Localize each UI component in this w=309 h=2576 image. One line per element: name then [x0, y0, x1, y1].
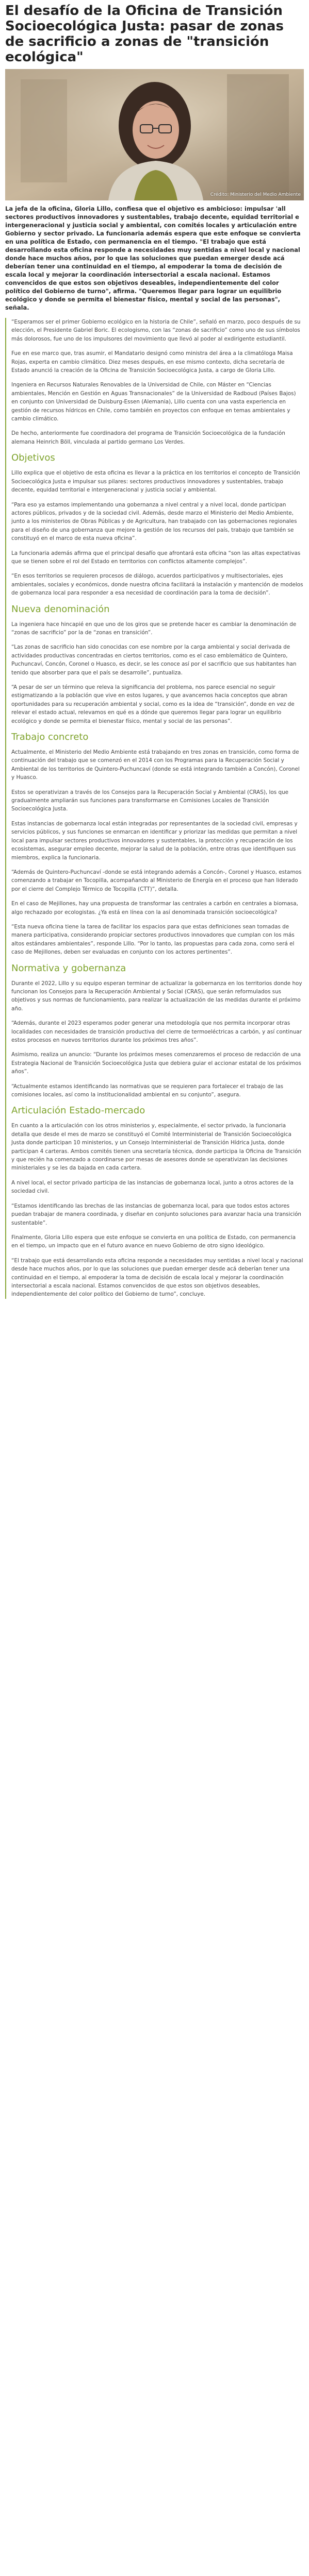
body-paragraph: En cuanto a la articulación con los otros ministerios y, especialmente, el sector privado, la funcionaria detalla que desde el mes de marzo se constituyó el Comité Interministerial de Transición Socioecológica Justa donde participan 10 ministerios, y un Consejo Interministerial de Transición Hídrica Justa, donde participan 4 carteras. Ambos comités tienen una secretaría técnica, donde participa la Oficina de Transición y que recién ha comenzado a coordinarse por mesas de asesores donde se operativizan las decisiones ministeriales y se les da bajada en cada cartera.: [11, 1123, 302, 1172]
body-paragraph: “El trabajo que está desarrollando esta oficina responde a necesidades muy sentidas a nivel local y nacional desde hace muchos años, por lo que las soluciones que puedan emerger desde acá deberían tener una continuidad en el tiempo, al empoderar la toma de decisión de escala local y mejorar la coordinación intersectorial a escala nacional. Estamos convencidos de que estos son objetivos deseables, independientemente del color político del Gobierno de turno”, concluye.: [11, 1257, 303, 1298]
article-body: [5, 318, 304, 1299]
section-heading: Trabajo concreto: [11, 732, 89, 743]
body-paragraph: “A pesar de ser un término que releva la significancia del problema, nos parece esencial no seguir estigmatizando a la población que vive en estos lugares, y que avancemos hacia conceptos que abran oportunidades para su recuperación ambiental y social, como es la idea de “transición”, donde en vez de relevar el estado actual, relevamos en qué es a dónde que queremos llegar para lograr un equilibrio ecológico y donde se permita el bienestar físico, mental y social de las personas”.: [11, 684, 295, 724]
portrait-image: [5, 69, 304, 200]
article-headline: El desafío de la Oficina de Transición Socioecológica Justa: pasar de zonas de sacrificio a zonas de "transición ecológica": [5, 3, 284, 65]
photo-credit: Crédito: Ministerio del Medio Ambiente: [210, 192, 301, 197]
body-paragraph: Fue en ese marco que, tras asumir, el Mandatario designó como ministra del área a la climatóloga Maisa Rojas, experta en cambio climático. Diez meses después, en ese mismo contexto, dicha secretaría de Estado anunció la creación de la Oficina de Transición Socioecológica Justa, a cargo de Gloria Lillo.: [11, 350, 293, 374]
section-heading: Normativa y gobernanza: [11, 962, 126, 974]
body-paragraph: “Esta nueva oficina tiene la tarea de facilitar los espacios para que estas definiciones sean tomadas de manera participativa, considerando propiciar sectores productivos innovadores que cumplan con los más altos estándares ambientales”, responde Lillo. “Por lo tanto, las propuestas para cada zona, como será el caso de Mejillones, deben ser evaluadas en conjunto con los actores pertinentes”.: [11, 923, 295, 956]
body-paragraph: De hecho, anteriormente fue coordinadora del programa de Transición Socioecológica de la fundación alemana Heinrich Böll, vinculada al partido germano Los Verdes.: [11, 430, 285, 445]
body-paragraph: “Estamos identificando las brechas de las instancias de gobernanza local, para que todos estos actores puedan trabajar de manera coordinada, y diseñar en conjunto soluciones para avanzar hacia una transición sustentable”.: [11, 1202, 302, 1226]
section-heading: Objetivos: [11, 452, 55, 464]
body-paragraph: La ingeniera hace hincapié en que uno de los giros que se pretende hacer es cambiar la denominación de “zonas de sacrificio” por la de “zonas en transición”.: [11, 621, 297, 636]
body-paragraph: La funcionaria además afirma que el principal desafío que afrontará esta oficina “son las altas expectativas que se tienen sobre el rol del Estado en territorios con conflictos altamente complejos”.: [11, 550, 301, 565]
body-paragraph: Estos se operativizan a través de los Consejos para la Recuperación Social y Ambiental (CRAS), los que gradualmente ampliarán sus funciones para transformarse en Comisiones Locales de Transición Socioecológica Justa.: [11, 789, 289, 812]
body-paragraph: Durante el 2022, Lillo y su equipo esperan terminar de actualizar la gobernanza en los territorios donde hoy funcionan los Consejos para la Recuperación Ambiental y Social (CRAS), que serán reformulados sus objetivos y sus normas de funcionamiento, para realizar la actualización de las medidas durante el próximo año.: [11, 980, 302, 1012]
body-paragraph: Finalmente, Gloria Lillo espera que este enfoque se convierta en una política de Estado, con permanencia en el tiempo, un impacto que en el futuro avance en nuevo Gobierno de otro signo ideológico.: [11, 1234, 296, 1249]
body-paragraph: Lillo explica que el objetivo de esta oficina es llevar a la práctica en los territorios el concepto de Transición Socioecológica Justa e impulsar sus pilares: sectores productivos innovadores y sustentables, trabajo decente, equidad territorial e intergeneracional y justicia social y ambiental.: [11, 470, 300, 494]
body-paragraph: “Además de Quintero-Puchuncaví -donde se está integrando además a Concón-, Coronel y Huasco, estamos comenzando a trabajar en Tocopilla, acompañando al Ministerio de Energía en el proceso que han liderado por el cierre del Complejo Térmico de Tocopilla (CTT)”, detalla.: [11, 869, 302, 892]
body-paragraph: “Para eso ya estamos implementando una gobernanza a nivel central y a nivel local, donde participan actores públicos, privados y de la sociedad civil. Además, desde marzo el Ministerio del Medio Ambiente, junto a los ministerios de Obras Públicas y de Agricultura, han trabajado con las gobernaciones regionales para el diseño de una gobernanza que mejore la gestión de los recursos del país, trabajo que también se constituyó en el marco de esta nueva oficina”.: [11, 501, 297, 542]
body-paragraph: “Esperamos ser el primer Gobierno ecológico en la historia de Chile”, señaló en marzo, poco después de su elección, el Presidente Gabriel Boric. El ecologismo, con las “zonas de sacrificio” como uno de sus símbolos más dolorosos, fue uno de los impulsores del movimiento que llevó al poder al exdirigente estudiantil.: [11, 319, 301, 342]
body-paragraph: Actualmente, el Ministerio del Medio Ambiente está trabajando en tres zonas en transición, como forma de continuación del trabajo que se comenzó en el 2014 con los Programas para la Recuperación Social y Ambiental de los territorios de Quintero-Puchuncaví (donde se está integrando también a Concón), Coronel y Huasco.: [11, 749, 300, 781]
body-paragraph: Estas instancias de gobernanza local están integradas por representantes de la sociedad civil, empresas y servicios públicos, y sus funciones se enmarcan en identificar y priorizar las medidas que permitan a nivel local para impulsar sectores productivos innovadores y sustentables, la protección y recuperación de los ecosistemas, asegurar empleo decente, mejorar la salud de la población, entre otras que identifiquen sus miembros, explica la funcionaria.: [11, 820, 298, 861]
article-lead: La jefa de la oficina, Gloria Lillo, confiesa que el objetivo es ambicioso: impulsar 'all sectores productivos innovadores y sustentables, trabajo decente, equidad territorial e intergeneracional y justicia social y ambiental, con comités locales y articulación entre Gobierno y sector privado. La funcionaria además espera que este enfoque se convierta en una política de Estado, con permanencia en el tiempo. "El trabajo que está desarrollando esta oficina responde a necesidades muy sentidas a nivel local y nacional donde hace muchos años, por lo que las soluciones que puedan emerger desde acá deberían tener una continuidad en el tiempo, al empoderar la toma de decisión de escala local y mejorar la coordinación intersectorial a escala nacional. Estamos convencidos de que estos son objetivos deseables, independientemente del color político del Gobierno de turno", afirma. "Queremos llegar para lograr un equilibrio ecológico y donde se permita el bienestar físico, mental y social de las personas", señala.: [5, 205, 301, 311]
body-paragraph: “En esos territorios se requieren procesos de diálogo, acuerdos participativos y multisectoriales, ejes ambientales, sociales y económicos, donde nuestra oficina facilitará la instalación y mantención de modelos de gobernanza local para responder a esa necesidad de coordinación para la toma de decisión”.: [11, 573, 303, 597]
section-heading: Nueva denominación: [11, 603, 110, 615]
article-photo: [5, 69, 304, 200]
section-heading: Articulación Estado-mercado: [11, 1105, 145, 1116]
body-paragraph: “Las zonas de sacrificio han sido conocidas con ese nombre por la carga ambiental y social derivada de actividades productivas concentradas en ciertos territorios, como es el caso emblemático de Quintero, Puchuncaví, Concón, Coronel o Huasco, es decir, se les conoce así por el sacrificio que sus habitantes han tenido que absorber para que el país se desarrolle”, puntualiza.: [11, 644, 297, 676]
body-paragraph: “Además, durante el 2023 esperamos poder generar una metodología que nos permita incorporar otras localidades con necesidades de transición productiva del cierre de termoeléctricas a carbón, y así continuar estos procesos en nuevos territorios durante los próximos tres años”.: [11, 1020, 302, 1043]
body-paragraph: “Actualmente estamos identificando las normativas que se requieren para fortalecer el trabajo de las comisiones locales, así como la institucionalidad ambiental en su conjunto”, asegura.: [11, 1083, 284, 1098]
body-paragraph: A nivel local, el sector privado participa de las instancias de gobernanza local, junto a otros actores de la sociedad civil.: [11, 1179, 294, 1195]
body-paragraph: Asimismo, realiza un anuncio: “Durante los próximos meses comenzaremos el proceso de redacción de una Estrategia Nacional de Transición Socioecológica Justa que debiera guiar el accionar estatal de los próximos años”.: [11, 1052, 301, 1075]
body-paragraph: En el caso de Mejillones, hay una propuesta de transformar las centrales a carbón en centrales a biomasa, algo rechazado por ecologistas. ¿Ya está en línea con la así denominada transición socioecológica?: [11, 901, 298, 916]
body-paragraph: Ingeniera en Recursos Naturales Renovables de la Universidad de Chile, con Máster en “Ciencias ambientales, Mención en Gestión en Aguas Transnacionales” de la Universidad de Radboud (Países Bajos) en conjunto con Universidad de Duisburg-Essen (Alemania), Lillo cuenta con una vasta experiencia en gestión de recursos hídricos en Chile, como también en proyectos con enfoque en temas ambientales y cambio climático.: [11, 382, 296, 422]
